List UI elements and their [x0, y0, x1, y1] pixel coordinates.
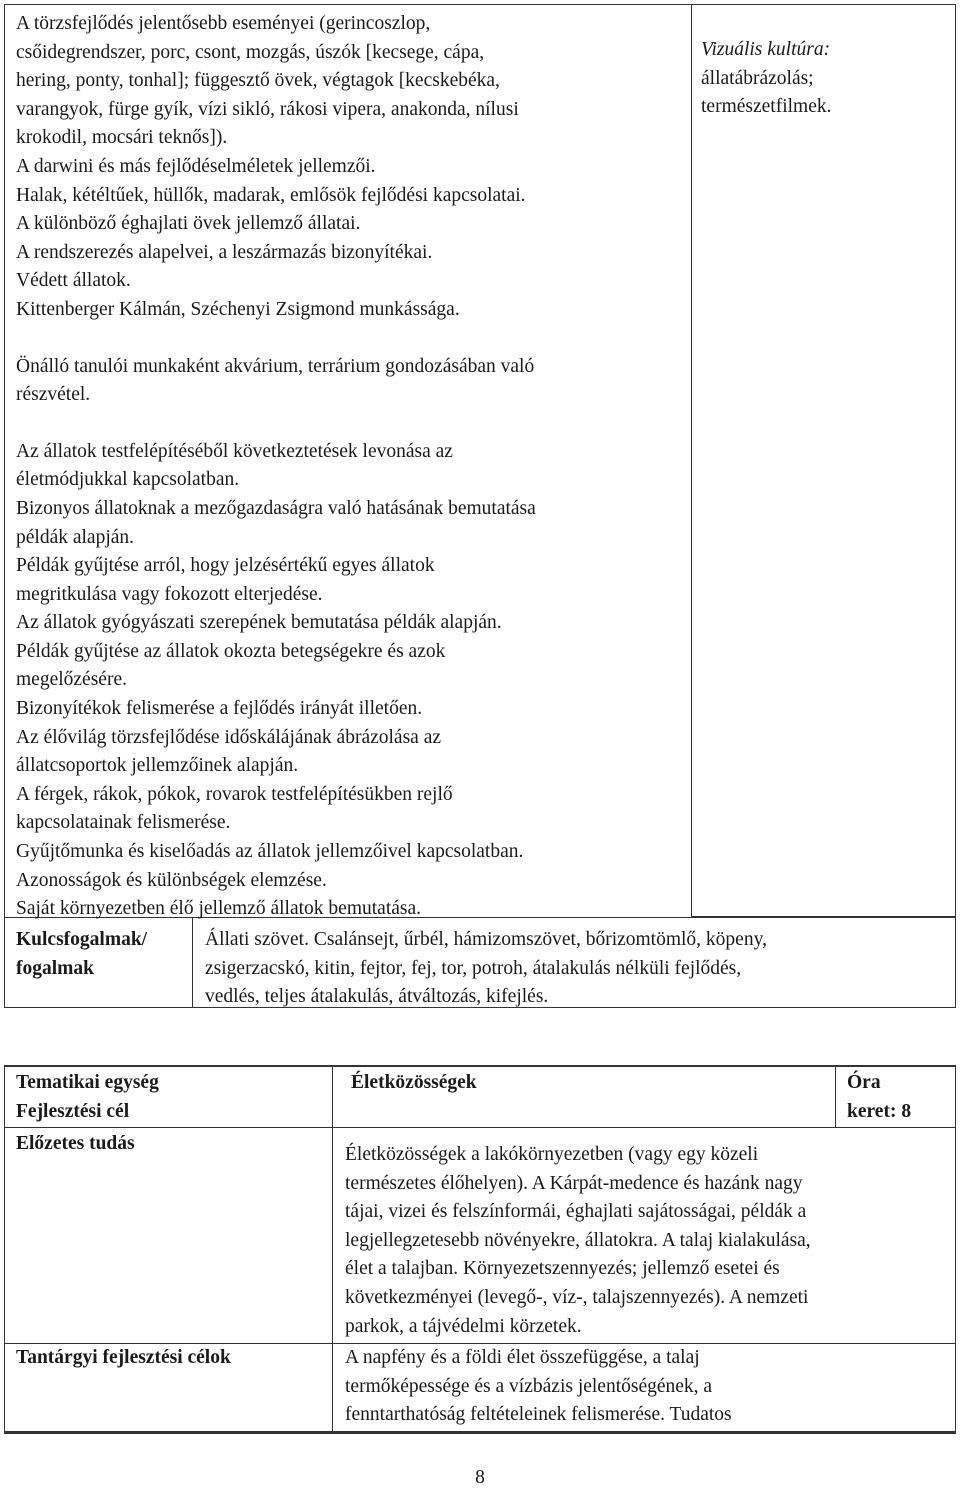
development-goals-text	[345, 1344, 950, 1430]
text-line: fenntarthatóság feltételeinek felismerése. Tudatos	[345, 1404, 732, 1426]
text-line: Az állatok testfelépítéséből következtetések levonása az	[16, 440, 453, 462]
text-line: Gyűjtőmunka és kiselőadás az állatok jellemzőivel kapcsolatban.	[16, 841, 524, 863]
cross-curricular-column	[701, 36, 951, 122]
text-line: Kittenberger Kálmán, Széchenyi Zsigmond munkássága.	[16, 298, 460, 320]
table-right-column-border	[691, 4, 956, 917]
table-right-rule	[955, 1065, 956, 1434]
text-line: legjellegzetesebb növényekre, állatokra. A talaj kialakulása,	[345, 1229, 811, 1251]
text-line: kapcsolatainak felismerése.	[16, 812, 231, 834]
text-line: hering, ponty, tonhal]; függesztő övek, végtagok [kecskebéka,	[16, 70, 500, 92]
text-line: Halak, kétéltűek, hüllők, madarak, emlősök fejlődési kapcsolatai.	[16, 184, 526, 206]
text-line: részvétel.	[16, 384, 91, 406]
evolution-topics	[16, 10, 688, 325]
activities-column	[16, 10, 688, 924]
text-line: A különböző éghajlati övek jellemző állatai.	[16, 213, 361, 235]
text-line: természetfilmek.	[701, 96, 832, 118]
text-line: Az állatok gyógyászati szerepének bemutatása példák alapján.	[16, 612, 502, 634]
text-line: krokodil, mocsári teknős]).	[16, 127, 228, 149]
text-line: Óra	[847, 1072, 881, 1093]
text-line: Bizonyos állatoknak a mezőgazdaságra való hatásának bemutatása	[16, 497, 536, 519]
content-table-upper	[4, 4, 956, 1008]
text-line: tájai, vizei és felszínformái, éghajlati sajátosságai, példák a	[345, 1201, 807, 1223]
table-top-rule	[4, 1065, 956, 1067]
table-left-rule	[4, 1065, 5, 1434]
text-line: példák alapján.	[16, 526, 135, 548]
student-work-paragraph	[16, 353, 688, 410]
text-line: Tematikai egység	[16, 1072, 159, 1093]
text-line: Életközösségek a lakókörnyezetben (vagy egy közeli	[345, 1144, 759, 1165]
text-line: vedlés, teljes átalakulás, átváltozás, kifejlés.	[205, 986, 549, 1008]
skills-paragraph	[16, 438, 688, 924]
text-line: fogalmak	[16, 957, 94, 979]
text-line: Állati szövet. Csalánsejt, űrbél, hámizomszövet, bőrizomtömlő, köpeny,	[205, 929, 767, 950]
text-line: következményei (levegő-, víz-, talajszennyezés). A nemzeti	[345, 1286, 809, 1308]
text-line: A rendszerezés alapelvei, a leszármazás bizonyítékai.	[16, 241, 433, 263]
text-line: életmódjukkal kapcsolatban.	[16, 469, 240, 491]
text-line: Fejlesztési cél	[16, 1100, 130, 1122]
content-table-lower	[4, 1065, 956, 1435]
text-line: A darwini és más fejlődéselméletek jellemzői.	[16, 155, 376, 177]
text-line: Önálló tanulói munkaként akvárium, terrárium gondozásában való	[16, 355, 535, 377]
development-goals-label: Tantárgyi fejlesztési célok	[16, 1347, 231, 1368]
text-line: Védett állatok.	[16, 270, 131, 292]
key-concepts-text	[205, 926, 950, 1012]
hours-frame	[847, 1069, 952, 1126]
text-line: Példák gyűjtése arról, hogy jelzésértékű egyes állatok	[16, 555, 435, 577]
text-line: parkok, a tájvédelmi körzetek.	[345, 1315, 582, 1337]
text-line: Példák gyűjtése az állatok okozta betegségekre és azok	[16, 640, 446, 662]
text-line: csőidegrendszer, porc, csont, mozgás, úszók [kecsege, cápa,	[16, 41, 485, 63]
text-line: A napfény és a földi élet összefüggése, a talaj	[345, 1347, 700, 1368]
text-line: állatcsoportok jellemzőinek alapján.	[16, 755, 299, 777]
text-line: zsigerzacskó, kitin, fejtor, fej, tor, potroh, átalakulás nélküli fejlődés,	[205, 957, 742, 979]
text-line: megritkulása vagy fokozott elterjedése.	[16, 583, 323, 605]
text-line: keret: 8	[847, 1100, 912, 1122]
text-line: megelőzésére.	[16, 669, 127, 691]
text-line: Az élővilág törzsfejlődése időskálájának ábrázolása az	[16, 726, 442, 748]
text-line: termőképessége és a vízbázis jelentőségének, a	[345, 1375, 713, 1397]
text-line: Kulcsfogalmak/	[16, 929, 148, 950]
text-line: természetes élőhelyen). A Kárpát-medence és hazánk nagy	[345, 1172, 803, 1194]
header-row-divider	[4, 1127, 956, 1128]
page-number: 8	[475, 1467, 485, 1488]
prior-knowledge-text	[345, 1141, 950, 1341]
text-line: A törzsfejlődés jelentősebb eseményei (gerincoszlop,	[16, 13, 431, 34]
unit-labels	[16, 1069, 326, 1126]
text-line: A férgek, rákok, pókok, rovarok testfelépítésükben rejlő	[16, 783, 453, 805]
hours-column-divider	[835, 1065, 836, 1128]
text-line: Bizonyítékok felismerése a fejlődés irányát illetően.	[16, 698, 423, 720]
label-column-divider	[332, 1065, 333, 1434]
table-bottom-rule	[4, 1431, 956, 1434]
prior-knowledge-label: Előzetes tudás	[16, 1133, 135, 1154]
unit-title: Életközösségek	[351, 1072, 477, 1093]
text-line: Azonosságok és különbségek elemzése.	[16, 869, 327, 891]
key-concepts-label	[16, 926, 196, 983]
text-line: varangyok, fürge gyík, vízi sikló, rákosi vipera, anakonda, nílusi	[16, 98, 519, 120]
visual-culture-heading: Vizuális kultúra:	[701, 39, 831, 60]
text-line: Saját környezetben élő jellemző állatok bemutatása.	[16, 898, 422, 920]
text-line: állatábrázolás;	[701, 67, 814, 89]
text-line: élet a talajban. Környezetszennyezés; jellemző esetei és	[345, 1258, 780, 1280]
